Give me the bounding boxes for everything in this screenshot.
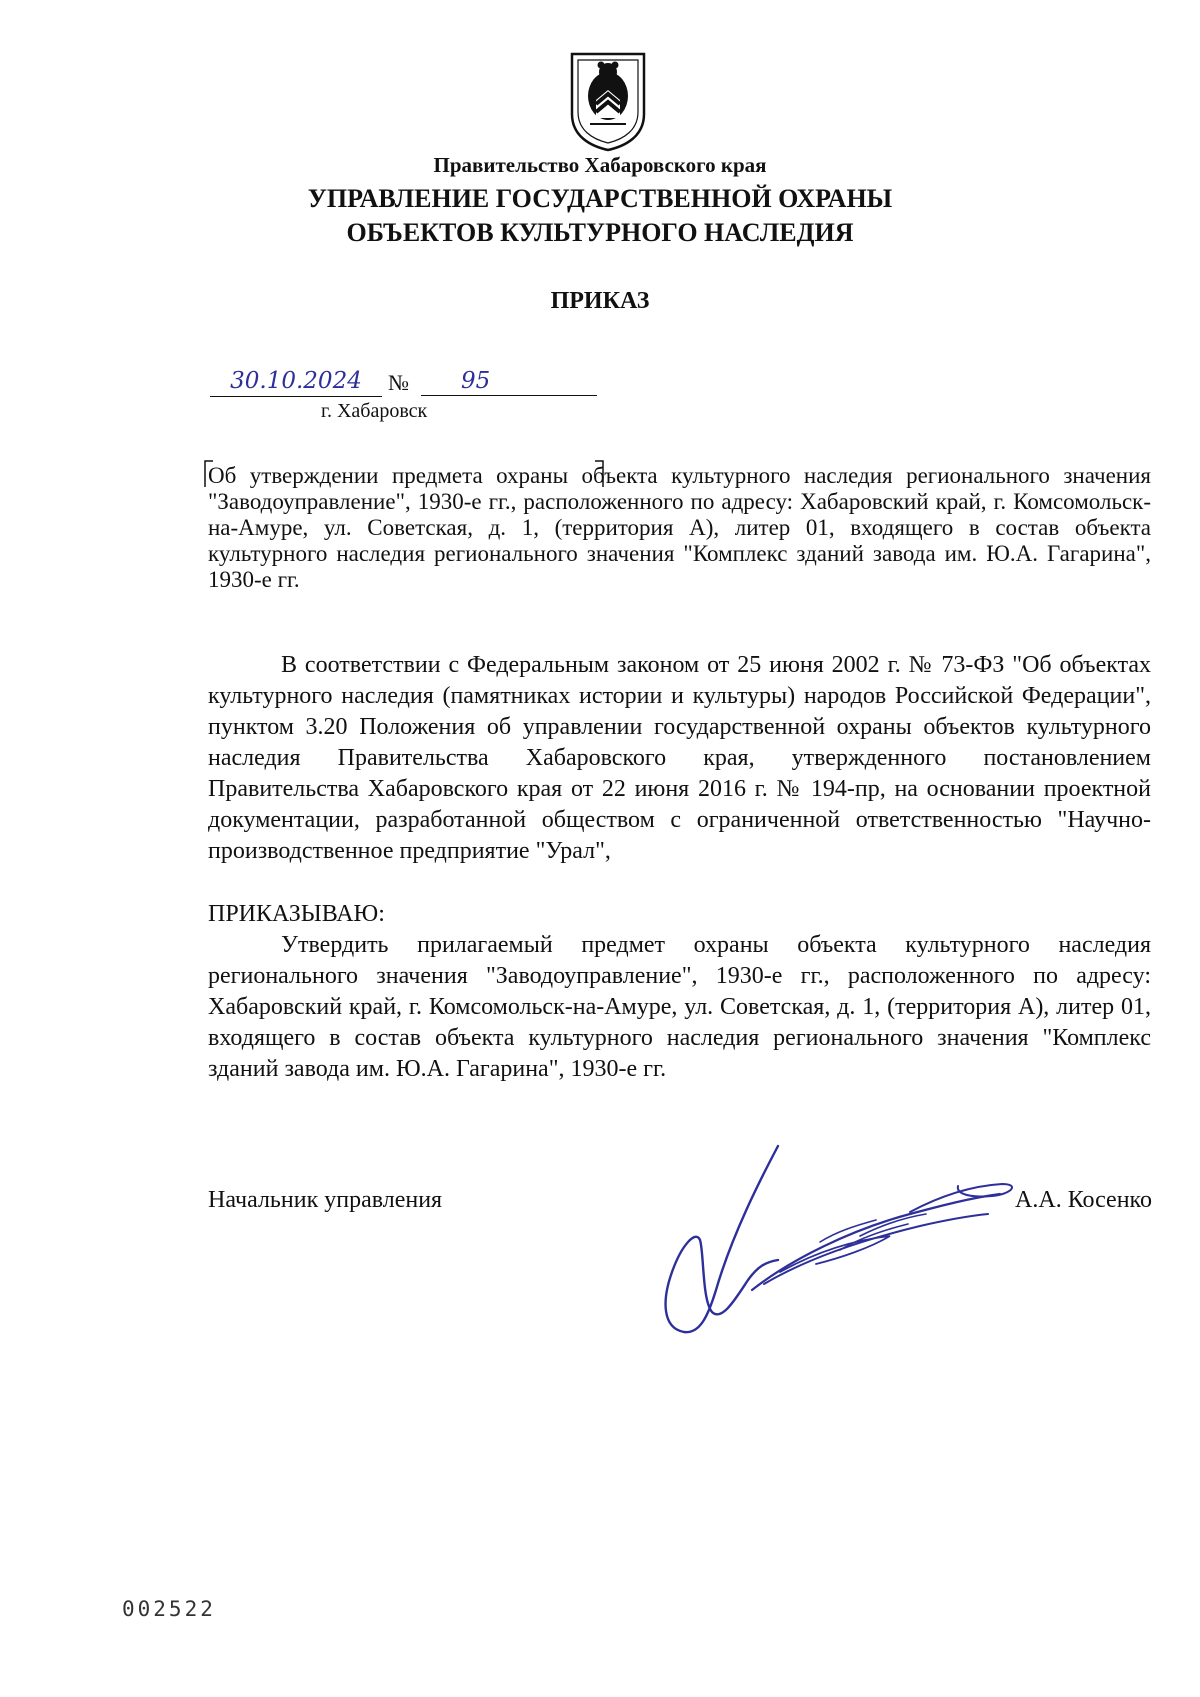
document-title: ПРИКАЗ	[550, 288, 650, 314]
order-basis-paragraph: В соответствии с Федеральным законом от 25 июня 2002 г. № 73-ФЗ "Об объектах культурного наследия (памятниках истории и культуры) народов Российской Федерации", пунктом 3.20 Положения об управлении государственной охраны объектов культурного наследия Правительства Хабаровского края, утвержденного постановлением Правительства Хабаровского края от 22 июня 2016 г. № 194-пр, на основании проектной документации, разработанной обществом с ограниченной ответственностью "Научно-производственное предприятие "Урал",	[208, 652, 1151, 864]
coat-of-arms-icon	[566, 48, 650, 152]
signatory-position: Начальник управления	[208, 1187, 443, 1213]
order-decision-paragraph: Утвердить прилагаемый предмет охраны объекта культурного наследия регионального значения "Заводоуправление", 1930-е гг., расположенного по адресу: Хабаровский край, г. Комсомольск-на-Амуре, ул. Советская, д. 1, (территория А), литер 01, входящего в состав объекта культурного наследия регионального значения "Комплекс зданий завода им. Ю.А. Гагарина", 1930-е гг.	[208, 932, 1151, 1082]
handwritten-signature	[640, 1140, 1080, 1340]
department-name-line2: ОБЪЕКТОВ КУЛЬТУРНОГО НАСЛЕДИЯ	[346, 218, 854, 247]
document-city: г. Хабаровск	[321, 400, 428, 422]
number-sign: №	[388, 370, 409, 395]
department-name-line1: УПРАВЛЕНИЕ ГОСУДАРСТВЕННОЙ ОХРАНЫ	[307, 184, 893, 213]
ministry-name: Правительство Хабаровского края	[433, 153, 767, 177]
document-number: 95	[421, 366, 597, 396]
order-directive-word: ПРИКАЗЫВАЮ:	[208, 901, 385, 927]
order-subject: Об утверждении предмета охраны объекта культурного наследия регионального значения "Заводоуправление", 1930-е гг., расположенного по адресу: Хабаровский край, г. Комсомольск-на-Амуре, ул. Советская, д. 1, (территория А), литер 01, входящего в состав объекта культурного наследия регионального значения "Комплекс зданий завода им. Ю.А. Гагарина", 1930-е гг.	[208, 463, 1151, 592]
document-date: 30.10.2024	[210, 366, 382, 397]
signatory-name: А.А. Косенко	[1015, 1187, 1152, 1213]
registration-number: 002522	[122, 1597, 216, 1621]
